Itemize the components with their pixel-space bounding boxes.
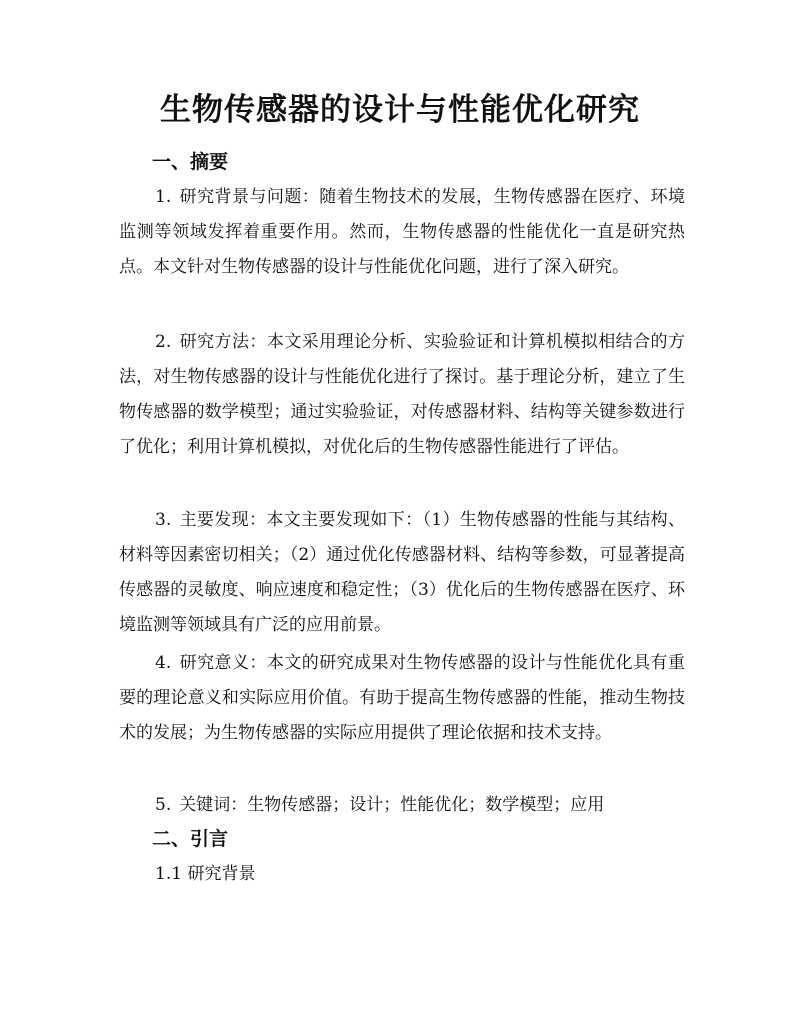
abstract-item-4 [119,646,685,751]
item-text: 研究意义：本文的研究成果对生物传感器的设计与性能优化具有重要的理论意义和实际应用价值。有助于提高生物传感器的性能，推动生物技术的发展；为生物传感器的实际应用提供了理论依据和技术支持。 [119,653,685,743]
item-number: 1. [155,187,172,207]
abstract-item-2 [119,325,685,465]
subsection-number: 1.1 [155,864,183,884]
item-text: 关键词：生物传感器；设计；性能优化；数学模型；应用 [179,795,605,815]
abstract-item-1 [119,180,685,285]
subsection-title: 研究背景 [187,864,256,884]
section-heading-introduction: 二、引言 [152,828,229,850]
subsection-heading [155,860,255,888]
item-number: 2. [155,332,172,352]
item-number: 4. [155,653,172,673]
page-title: 生物传感器的设计与性能优化研究 [160,92,640,128]
item-number: 3. [155,510,172,530]
item-text: 研究背景与问题：随着生物技术的发展，生物传感器在医疗、环境监测等领域发挥着重要作用。然而，生物传感器的性能优化一直是研究热点。本文针对生物传感器的设计与性能优化问题，进行了深入研究。 [119,187,685,277]
item-text: 研究方法：本文采用理论分析、实验验证和计算机模拟相结合的方法，对生物传感器的设计与性能优化进行了探讨。基于理论分析，建立了生物传感器的数学模型；通过实验验证，对传感器材料、结构等关键参数进行了优化；利用计算机模拟，对优化后的生物传感器性能进行了评估。 [119,332,685,457]
item-text: 主要发现：本文主要发现如下：（1）生物传感器的性能与其结构、材料等因素密切相关；（2）通过优化传感器材料、结构等参数，可显著提高传感器的灵敏度、响应速度和稳定性；（3）优化后的生物传感器在医疗、环境监测等领域具有广泛的应用前景。 [119,510,685,635]
item-number: 5. [155,795,172,815]
abstract-item-5 [119,788,685,823]
abstract-item-3 [119,503,685,643]
section-heading-abstract: 一、摘要 [152,151,229,173]
